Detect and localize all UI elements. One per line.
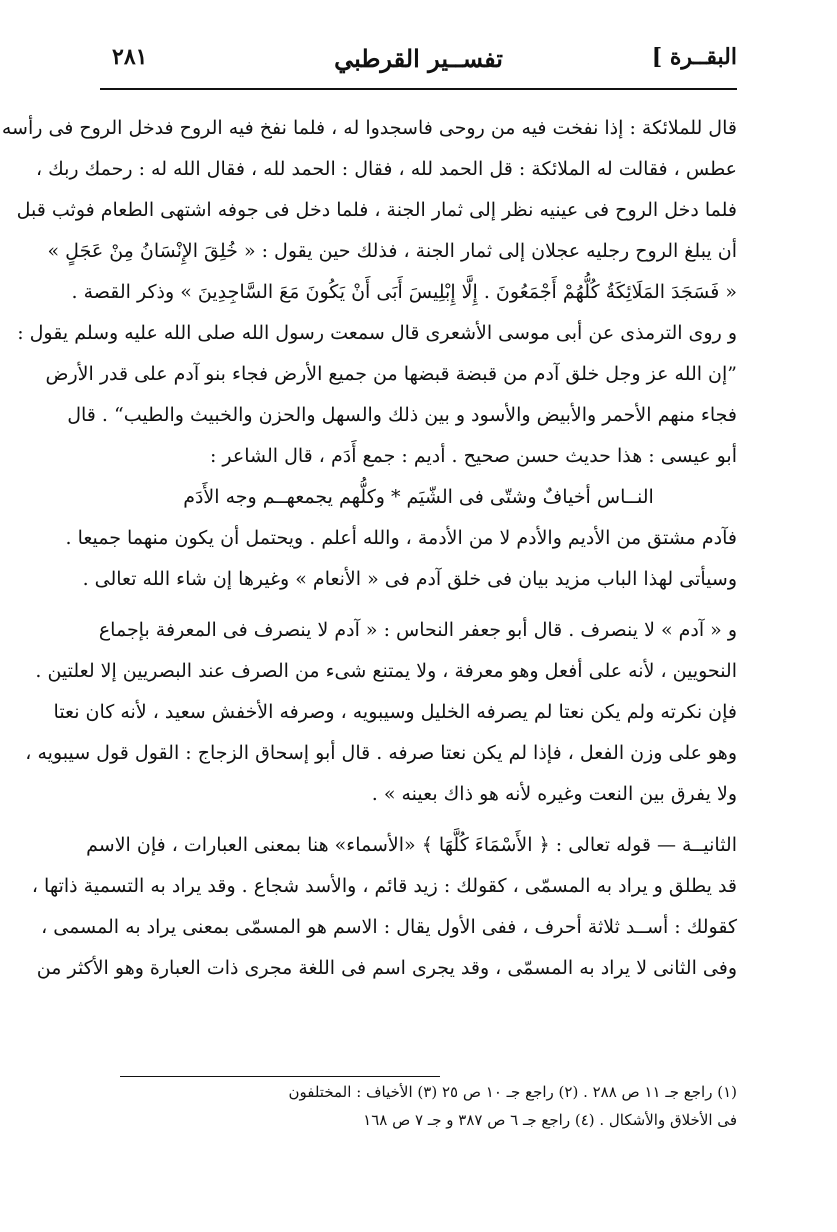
text-line: و « آدم » لا ينصرف . قال أبو جعفر النحاس : « آدم لا ينصرف فى المعرفة بإجماع <box>98 619 737 641</box>
page-number: ٢٨١ <box>112 44 148 70</box>
text-line: فجاء منهم الأحمر والأبيض والأسود و بين ذلك والسهل والحزن والخبيث والطيب“ . قال <box>67 404 737 426</box>
text-line: و روى الترمذى عن أبى موسى الأشعرى قال سمعت رسول الله صلى الله عليه وسلم يقول : <box>17 322 737 344</box>
text-line: « فَسَجَدَ المَلَائِكَةُ كُلُّهُمْ أَجْمَعُونَ . إِلَّا إِبْلِيسَ أَبَى أَنْ يَكُونَ مَعَ السَّاجِدِينَ » وذكر القصة . <box>71 281 737 303</box>
text-line: الثانيــة — قوله تعالى : ﴿ الأَسْمَاءَ كُلَّهَا ﴾ «الأسماء» هنا بمعنى العبارات ، فإن الاسم <box>86 834 737 856</box>
text-line: فآدم مشتق من الأديم والأدم لا من الأدمة ، والله أعلم . ويحتمل أن يكون منهما جميعا . <box>65 527 737 549</box>
poem-verse: النــاس أخيافٌ وشتّى فى الشّيَم * وكلُّهم يجمعهــم وجه الأَدَم <box>183 486 654 508</box>
text-line: وفى الثانى لا يراد به المسمّى ، وقد يجرى اسم فى اللغة مجرى ذات العبارة وهو الأكثر من <box>36 957 737 979</box>
text-line: وسيأتى لهذا الباب مزيد بيان فى خلق آدم فى « الأنعام » وغيرها إن شاء الله تعالى . <box>82 568 737 590</box>
text-line: فلما دخل الروح فى عينيه نظر إلى ثمار الجنة ، فلما دخل فى جوفه اشتهى الطعام فوثب قبل <box>16 199 737 221</box>
text-line: ولا يفرق بين النعت وغيره لأنه هو ذاك بعينه » . <box>371 783 737 805</box>
text-line: قد يطلق و يراد به المسمّى ، كقولك : زيد قائم ، والأسد شجاع . وقد يراد به التسمية ذاتها ، <box>31 875 737 897</box>
footnote-line: (١) راجع جـ ١١ ص ٢٨٨ . (٢) راجع جـ ١٠ ص ٢٥ (٣) الأخياف : المختلفون <box>288 1083 737 1101</box>
text-line: أبو عيسى : هذا حديث حسن صحيح . أديم : جمع أَدَم ، قال الشاعر : <box>209 445 737 467</box>
text-line: فإن نكرته ولم يكن نعتا لم يصرفه الخليل وسيبويه ، وصرفه الأخفش سعيد ، لأنه كان نعتا <box>53 701 737 723</box>
text-line: عطس ، فقالت له الملائكة : قل الحمد لله ، فقال : الحمد لله ، فقال الله له : رحمك ربك ، <box>35 158 737 180</box>
page-body <box>1 108 737 989</box>
footnote-divider <box>120 1076 440 1077</box>
book-title: تفســير القرطبي <box>334 44 503 73</box>
page-header <box>100 40 737 90</box>
text-line: النحويين ، لأنه على أفعل وهو معرفة ، ولا يمتنع شىء من الصرف عند البصريين إلا لعلتين . <box>35 660 737 682</box>
section-name: البقــرة ] <box>651 44 737 70</box>
text-line: كقولك : أســد ثلاثة أحرف ، ففى الأول يقال : الاسم هو المسمّى بمعنى يراد به المسمى ، <box>41 916 737 938</box>
text-line: أن يبلغ الروح رجليه عجلان إلى ثمار الجنة ، فذلك حين يقول : « خُلِقَ الإِنْسَانُ مِنْ عَجَلٍ » <box>47 240 737 262</box>
footnote-line: فى الأخلاق والأشكال . (٤) راجع جـ ٦ ص ٣٨٧ و جـ ٧ ص ١٦٨ <box>363 1111 737 1129</box>
text-line: قال للملائكة : إذا نفخت فيه من روحى فاسجدوا له ، فلما نفخ فيه الروح فدخل الروح فى رأسه <box>1 117 737 139</box>
text-line: وهو على وزن الفعل ، فإذا لم يكن نعتا صرفه . قال أبو إسحاق الزجاج : القول قول سيبويه ، <box>25 742 737 764</box>
text-line: ”إن الله عز وجل خلق آدم من قبضة قبضها من جميع الأرض فجاء بنو آدم على قدر الأرض <box>45 363 737 385</box>
footnotes <box>100 1078 737 1134</box>
